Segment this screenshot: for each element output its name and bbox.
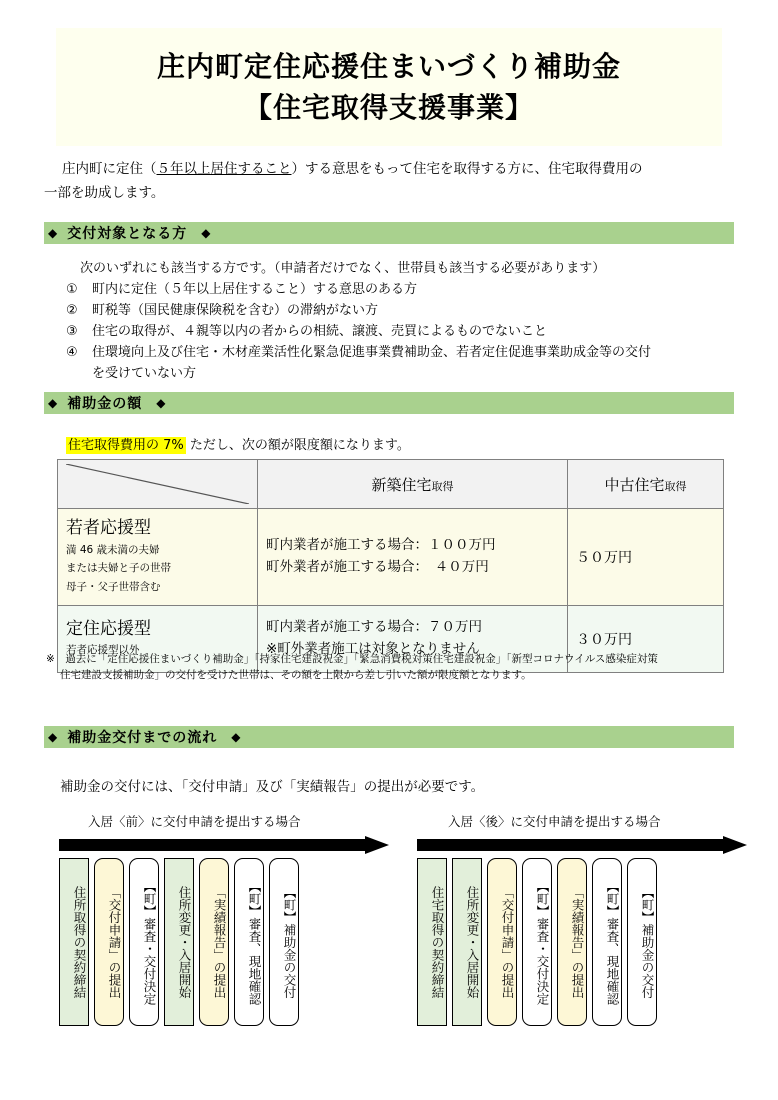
footnote-line-2: 住宅建設支援補助金」の交付を受けた世帯は、その額を上限から差し引いた額が限度額となります。 xyxy=(60,669,532,682)
type-sub-youth-2: または夫婦と子の世帯 xyxy=(66,562,171,575)
header-new-home-small: 取得 xyxy=(431,479,454,493)
flow-step-right-6[interactable]: 【町】審査、現地確認 xyxy=(592,858,622,1026)
flow-steps-before-move-in xyxy=(59,858,304,1026)
table-header-row xyxy=(58,460,724,509)
section-title-amount: 補助金の額 xyxy=(67,396,143,412)
cell-new-home-youth xyxy=(258,509,568,606)
title-line-1: 庄内町定住応援住まいづくり補助金 xyxy=(156,50,621,83)
eligibility-text-2: 町税等（国民健康保険税を含む）の滞納がない方 xyxy=(92,303,379,319)
table-row-youth-support xyxy=(58,509,724,606)
cell-type-youth xyxy=(58,509,258,606)
amount-intro xyxy=(66,436,726,456)
flow-step-right-5[interactable]: 「実績報告」の提出 xyxy=(557,858,587,1026)
diamond-icon-right-2: ◆ xyxy=(156,396,166,410)
intro-paragraph xyxy=(44,158,744,205)
section-header-flow xyxy=(44,726,734,748)
flow-arrow-right xyxy=(417,836,747,854)
type-sub-settlement-1: 若者応援型以外 xyxy=(66,644,140,657)
amount-footnote xyxy=(46,651,746,684)
eligibility-list xyxy=(66,258,746,384)
arrow-right-icon xyxy=(59,836,389,854)
header-used-home-main: 中古住宅 xyxy=(604,475,665,494)
eligibility-text-1: 町内に定住（５年以上居住すること）する意思のある方 xyxy=(92,282,418,298)
flow-step-right-3[interactable]: 「交付申請」の提出 xyxy=(487,858,517,1026)
eligibility-number-2: ② xyxy=(66,303,78,319)
flow-intro-text: 補助金の交付には、「交付申請」及び「実績報告」の提出が必要です。 xyxy=(60,779,485,795)
flow-step-left-3[interactable]: 【町】審査・交付決定 xyxy=(129,858,159,1026)
type-name-settlement: 定住応援型 xyxy=(66,619,151,639)
new-home-youth-line-2: 町外業者が施工する場合： ４０万円 xyxy=(266,559,489,575)
section-title-flow: 補助金交付までの流れ xyxy=(67,730,218,746)
title-banner xyxy=(56,28,722,146)
flow-step-left-1[interactable]: 住所取得の契約締結 xyxy=(59,858,89,1026)
flow-caption-before-move-in: 入居〈前〉に交付申請を提出する場合 xyxy=(88,814,301,829)
table-header-new-home xyxy=(258,460,568,509)
flow-step-right-7[interactable]: 【町】補助金の交付 xyxy=(627,858,657,1026)
intro-underlined-clause: ５年以上居住すること xyxy=(156,161,292,177)
flow-arrow-left xyxy=(59,836,389,854)
new-home-settlement-line-1: 町内業者が施工する場合：７０万円 xyxy=(266,619,482,636)
diamond-icon-left-2: ◆ xyxy=(48,396,58,410)
eligibility-text-4-continued: を受けていない方 xyxy=(92,366,197,382)
subsidy-amount-table xyxy=(57,459,724,673)
table-header-used-home xyxy=(568,460,724,509)
new-home-settlement-line-2: ※町外業者施工は対象となりません xyxy=(266,641,480,657)
diamond-icon-left-1: ◆ xyxy=(48,226,58,240)
eligibility-number-1: ① xyxy=(66,282,78,298)
diamond-icon-left-3: ◆ xyxy=(48,730,58,744)
flow-caption-after-move-in: 入居〈後〉に交付申請を提出する場合 xyxy=(448,814,661,829)
eligibility-text-4: 住環境向上及び住宅・木材産業活性化緊急促進事業費補助金、若者定住促進事業助成金等の交付 xyxy=(92,345,652,361)
diamond-icon-right-3: ◆ xyxy=(231,730,241,744)
flow-step-left-2[interactable]: 「交付申請」の提出 xyxy=(94,858,124,1026)
flow-steps-after-move-in xyxy=(417,858,662,1026)
section-header-eligibility xyxy=(44,222,734,244)
flow-step-right-4[interactable]: 【町】審査・交付決定 xyxy=(522,858,552,1026)
eligibility-number-3: ③ xyxy=(66,324,78,340)
flow-step-right-1[interactable]: 住宅取得の契約締結 xyxy=(417,858,447,1026)
eligibility-item-1 xyxy=(66,279,746,300)
eligibility-item-4 xyxy=(66,342,746,363)
section-title-eligibility: 交付対象となる方 xyxy=(67,226,188,242)
header-new-home-main: 新築住宅 xyxy=(371,475,432,494)
footnote-line-1: ※ 過去に「定住応援住まいづくり補助金」「持家住宅建設祝金」「緊急消費税対策住宅建設祝金」「新型コロナウイルス感染症対策 xyxy=(46,653,658,665)
flow-row-left xyxy=(59,858,304,1026)
intro-text-part1: 庄内町に定住（ xyxy=(62,161,157,177)
arrow-right-icon xyxy=(417,836,747,854)
amount-highlight-rate: 住宅取得費用の 7% xyxy=(68,438,184,453)
flow-step-left-7[interactable]: 【町】補助金の交付 xyxy=(269,858,299,1026)
title-line-2: 【住宅取得支援事業】 xyxy=(243,91,534,124)
cell-used-home-settlement: ３０万円 xyxy=(568,606,724,673)
type-sub-youth-3: 母子・父子世帯含む xyxy=(66,581,161,593)
flow-step-left-5[interactable]: 「実績報告」の提出 xyxy=(199,858,229,1026)
type-sub-youth-1: 満 46 歳未満の夫婦 xyxy=(66,543,160,556)
eligibility-number-4: ④ xyxy=(66,345,78,361)
new-home-youth-line-1: 町内業者が施工する場合：１００万円 xyxy=(266,537,496,554)
diamond-icon-right-1: ◆ xyxy=(201,226,211,240)
table-corner-diagonal-cell xyxy=(58,460,258,509)
diagonal-line-icon xyxy=(66,464,249,504)
flow-step-left-6[interactable]: 【町】審査、現地確認 xyxy=(234,858,264,1026)
eligibility-item-2 xyxy=(66,300,746,321)
header-used-home-small: 取得 xyxy=(664,479,687,493)
flow-step-right-2[interactable]: 住所変更・入居開始 xyxy=(452,858,482,1026)
intro-text-part2: ）する意思をもって住宅を取得する方に、住宅取得費用の xyxy=(291,161,643,177)
type-name-youth: 若者応援型 xyxy=(66,518,151,539)
cell-used-home-youth: ５０万円 xyxy=(568,509,724,606)
eligibility-lead-text: 次のいずれにも該当する方です。（申請者だけでなく、世帯員も該当する必要があります） xyxy=(80,261,606,276)
flow-row-right xyxy=(417,858,662,1026)
eligibility-text-3: 住宅の取得が、４親等以内の者からの相続、譲渡、売買によるものでないこと xyxy=(92,324,548,340)
flow-step-left-4[interactable]: 住所変更・入居開始 xyxy=(164,858,194,1026)
amount-intro-rest: ただし、次の額が限度額になります。 xyxy=(185,438,410,453)
intro-text-line2: 一部を助成します。 xyxy=(44,184,165,201)
section-header-amount xyxy=(44,392,734,414)
eligibility-item-3 xyxy=(66,321,746,342)
